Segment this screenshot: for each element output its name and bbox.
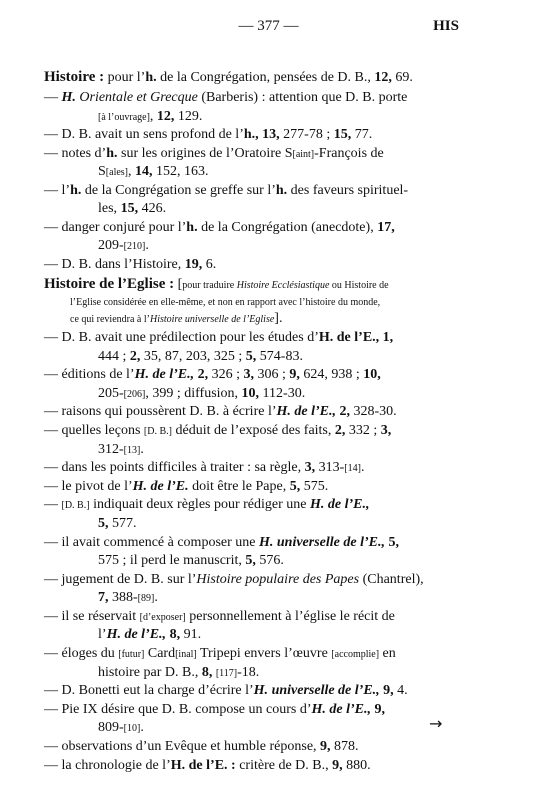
text-run: ,: [128, 164, 136, 179]
text-run: H. de l’E.,: [276, 404, 336, 419]
index-line: [44, 329, 393, 347]
index-line: [98, 237, 149, 256]
index-line: [98, 385, 305, 404]
text-run: 3,: [304, 460, 316, 475]
text-run: 878.: [330, 739, 359, 754]
text-run: [à l’ouvrage]: [98, 112, 150, 123]
text-run: 13,: [262, 127, 280, 142]
index-line: [44, 68, 413, 87]
text-run: doit être le Pape,: [188, 479, 290, 494]
text-run: pour traduire: [182, 280, 237, 291]
text-run: 19,: [184, 257, 203, 272]
text-run: 809-: [98, 720, 124, 735]
text-run: ce qui reviendra à l’: [70, 314, 150, 325]
text-run: — Pie IX désire que D. B. compose un cours d’: [44, 702, 312, 717]
text-run: 8,: [201, 665, 213, 680]
page-header: [0, 18, 537, 40]
text-run: [89]: [137, 593, 155, 604]
text-run: 624, 938 ;: [299, 367, 364, 382]
text-run: [D. B.]: [61, 500, 90, 511]
text-run: (Barberis) : attention que D. B. porte: [197, 90, 408, 105]
text-run: 77.: [351, 127, 373, 142]
text-run: 426.: [138, 201, 167, 216]
text-run: H. de l’E.,: [311, 702, 372, 717]
text-run: 388-: [108, 590, 138, 605]
text-run: 277-78 ;: [279, 127, 334, 142]
text-run: 3,: [243, 367, 254, 382]
text-run: H. de l’E.,: [106, 627, 167, 642]
text-run: 14,: [135, 164, 153, 179]
text-run: .: [145, 238, 149, 253]
text-run: 10,: [363, 367, 381, 382]
index-line: [44, 571, 424, 589]
index-line: [98, 719, 144, 738]
text-run: , 399 ; diffusion,: [145, 386, 242, 401]
text-run: [futur]: [118, 649, 145, 660]
index-line: [44, 366, 381, 384]
text-run: ou Histoire de: [329, 280, 389, 291]
text-run: Histoire :: [44, 69, 105, 85]
text-run: l’Eglise considérée en elle-même, et non en rapport avec l’histoire du monde,: [70, 297, 381, 308]
text-run: 4.: [393, 683, 408, 698]
index-line: [98, 441, 144, 460]
text-run: 9,: [374, 702, 386, 717]
index-line: [98, 108, 202, 127]
index-line: [44, 757, 371, 775]
index-line: [44, 145, 384, 164]
text-run: [ales]: [105, 167, 129, 178]
text-run: 9,: [320, 739, 331, 754]
text-run: [d’exposer]: [139, 612, 186, 623]
text-run: Card: [144, 646, 176, 661]
index-line: [98, 348, 303, 366]
text-run: S: [98, 164, 106, 179]
text-run: H. de l’E.,: [310, 497, 370, 512]
text-run: — éditions de l’: [44, 367, 135, 382]
text-run: 313-: [315, 460, 345, 475]
index-line: [98, 664, 259, 683]
text-run: [117]: [215, 668, 238, 679]
text-run: [13]: [123, 445, 141, 456]
text-run: 444 ;: [98, 349, 130, 364]
text-run: déduit de l’exposé des faits,: [171, 423, 335, 438]
text-run: H. de l’E. :: [170, 758, 236, 773]
index-line: [98, 552, 284, 570]
index-line: [44, 89, 407, 107]
text-run: h.: [145, 70, 157, 85]
text-run: .: [360, 460, 365, 475]
text-run: ].: [274, 311, 283, 326]
text-run: 575.: [300, 479, 329, 494]
text-run: 9,: [289, 367, 300, 382]
text-run: 332 ;: [345, 423, 381, 438]
index-line: [44, 478, 328, 496]
text-run: H. de l’E.: [132, 479, 189, 494]
index-line: [98, 163, 209, 182]
text-run: 880.: [342, 758, 371, 773]
text-run: sur les origines de l’Oratoire S: [117, 146, 293, 161]
text-run: 205-: [98, 386, 124, 401]
text-run: H.: [258, 535, 274, 550]
text-run: 312-: [98, 442, 124, 457]
index-line: [44, 682, 408, 700]
text-run: — D. B. dans l’Histoire,: [44, 257, 185, 272]
text-run: 6.: [202, 257, 217, 272]
text-run: 576.: [255, 553, 284, 568]
text-run: 152, 163.: [152, 164, 209, 179]
text-run: 9,: [332, 758, 343, 773]
index-line: [44, 534, 399, 552]
index-line: [44, 738, 359, 756]
text-run: 328-30.: [350, 404, 397, 419]
text-run: Tripepi envers l’œuvre: [196, 646, 332, 661]
text-run: universelle de l’E.,: [268, 683, 380, 698]
text-run: critère de D. B.,: [235, 758, 333, 773]
text-run: -18.: [237, 665, 260, 680]
text-run: 209-: [98, 238, 124, 253]
text-run: Orientale et Grecque: [75, 90, 198, 105]
text-run: 69.: [391, 70, 413, 85]
text-run: 306 ;: [254, 367, 290, 382]
index-line: [44, 645, 396, 664]
text-run: — éloges du: [44, 646, 119, 661]
index-line: [44, 422, 391, 441]
text-run: l’: [98, 627, 107, 642]
text-run: — D. B. avait une prédilection pour les études d’: [44, 330, 319, 345]
index-line: [98, 626, 201, 644]
text-run: — danger conjuré pour l’: [44, 220, 187, 235]
text-run: H. de l’E.,: [134, 367, 195, 382]
index-line: [98, 200, 166, 218]
text-run: — D. B. avait un sens profond de l’: [44, 127, 244, 142]
text-run: [: [174, 277, 183, 292]
text-run: 5,: [388, 535, 399, 550]
index-line: [44, 182, 408, 200]
text-run: [210]: [123, 241, 146, 252]
text-run: 2,: [339, 404, 350, 419]
text-run: de la Congrégation, pensées de D. B.,: [156, 70, 375, 85]
text-run: 12,: [156, 109, 175, 124]
index-line: [44, 701, 385, 719]
text-run: — observations d’un Evêque et humble réponse,: [44, 739, 321, 754]
text-run: — dans les points difficiles à traiter : sa règle,: [44, 460, 305, 475]
text-run: 9,: [383, 683, 394, 698]
text-run: [14]: [344, 463, 361, 474]
text-run: h.: [106, 146, 118, 161]
text-run: en: [379, 646, 396, 661]
index-line: [70, 310, 282, 329]
text-run: 326 ;: [208, 367, 244, 382]
text-run: [aint]: [292, 149, 315, 160]
text-run: indiquait deux règles pour rédiger une: [89, 497, 310, 512]
text-run: de la Congrégation se greffe sur l’: [81, 183, 276, 198]
text-run: — la chronologie de l’: [44, 758, 171, 773]
text-run: [inal]: [175, 649, 197, 660]
index-line: [44, 256, 216, 274]
text-run: universelle de l’E.,: [273, 535, 385, 550]
text-run: 575 ; il perd le manuscrit,: [98, 553, 246, 568]
text-run: — notes d’: [44, 146, 107, 161]
index-line: [44, 275, 389, 295]
text-run: 112-30.: [259, 386, 306, 401]
text-run: 574-83.: [256, 349, 303, 364]
index-line: [44, 459, 364, 478]
index-line: [44, 608, 395, 627]
text-run: 5,: [98, 516, 109, 531]
text-run: H.: [253, 683, 269, 698]
text-run: 17,: [377, 220, 395, 235]
text-run: h.: [275, 183, 288, 198]
text-run: .: [140, 720, 144, 735]
text-run: 5,: [245, 553, 256, 568]
text-run: 91.: [180, 627, 202, 642]
text-run: 5,: [245, 349, 257, 364]
index-line: [98, 589, 158, 608]
index-line: [44, 403, 397, 421]
text-run: — jugement de D. B. sur l’: [44, 572, 197, 587]
text-run: 129.: [174, 109, 203, 124]
text-run: Histoire populaire des Papes: [196, 572, 360, 587]
text-run: 2,: [334, 423, 346, 438]
text-run: [206]: [123, 389, 146, 400]
text-run: —: [44, 497, 62, 512]
text-run: — raisons qui poussèrent D. B. à écrire l’: [44, 404, 277, 419]
text-run: 10,: [241, 386, 260, 401]
text-run: Histoire de l’Eglise :: [44, 276, 175, 292]
text-run: -François de: [314, 146, 384, 161]
text-run: —: [44, 90, 62, 105]
text-run: [D. B.]: [143, 426, 172, 437]
index-line: [44, 219, 395, 237]
text-run: H.: [61, 90, 76, 105]
text-run: h.: [70, 183, 82, 198]
page-number: — 377 —: [238, 18, 299, 34]
text-run: 5,: [289, 479, 301, 494]
text-run: 2,: [129, 349, 141, 364]
text-run: ,: [149, 109, 157, 124]
text-run: 1,: [382, 330, 394, 345]
text-run: histoire par D. B.,: [98, 665, 202, 680]
text-run: 577.: [108, 516, 137, 531]
text-run: Histoire Ecclésiastique: [236, 280, 330, 291]
text-run: h.,: [243, 127, 259, 142]
text-run: 15,: [120, 201, 139, 216]
text-run: .: [140, 442, 144, 457]
text-run: 7,: [98, 590, 109, 605]
text-run: 8,: [169, 627, 181, 642]
text-run: 2,: [197, 367, 209, 382]
text-run: .: [154, 590, 158, 605]
text-run: pour l’: [104, 70, 146, 85]
text-run: [10]: [123, 723, 141, 734]
text-run: [accomplie]: [331, 649, 380, 660]
text-run: — quelles leçons: [44, 423, 144, 438]
text-run: 35, 87, 203, 325 ;: [140, 349, 246, 364]
continue-arrow-icon: →: [429, 714, 443, 733]
text-run: les,: [98, 201, 121, 216]
text-run: h.: [186, 220, 198, 235]
text-run: — l’: [44, 183, 71, 198]
text-run: — il se réservait: [44, 609, 140, 624]
text-run: 3,: [380, 423, 392, 438]
text-run: — D. Bonetti eut la charge d’écrire l’: [44, 683, 254, 698]
text-run: — il avait commencé à composer une: [44, 535, 259, 550]
index-line: [98, 515, 137, 533]
index-line: [44, 496, 370, 515]
text-run: Histoire universelle de l’Eglise: [149, 314, 275, 325]
text-run: de la Congrégation (anecdote),: [197, 220, 378, 235]
text-run: (Chantrel),: [359, 572, 424, 587]
text-run: des faveurs spirituel-: [287, 183, 409, 198]
text-run: 15,: [333, 127, 352, 142]
running-head: HIS: [433, 18, 459, 34]
index-line: [44, 126, 372, 144]
text-run: personnellement à l’église le récit de: [185, 609, 395, 624]
text-run: — le pivot de l’: [44, 479, 133, 494]
text-run: 12,: [374, 70, 392, 85]
text-run: H. de l’E.,: [318, 330, 380, 345]
